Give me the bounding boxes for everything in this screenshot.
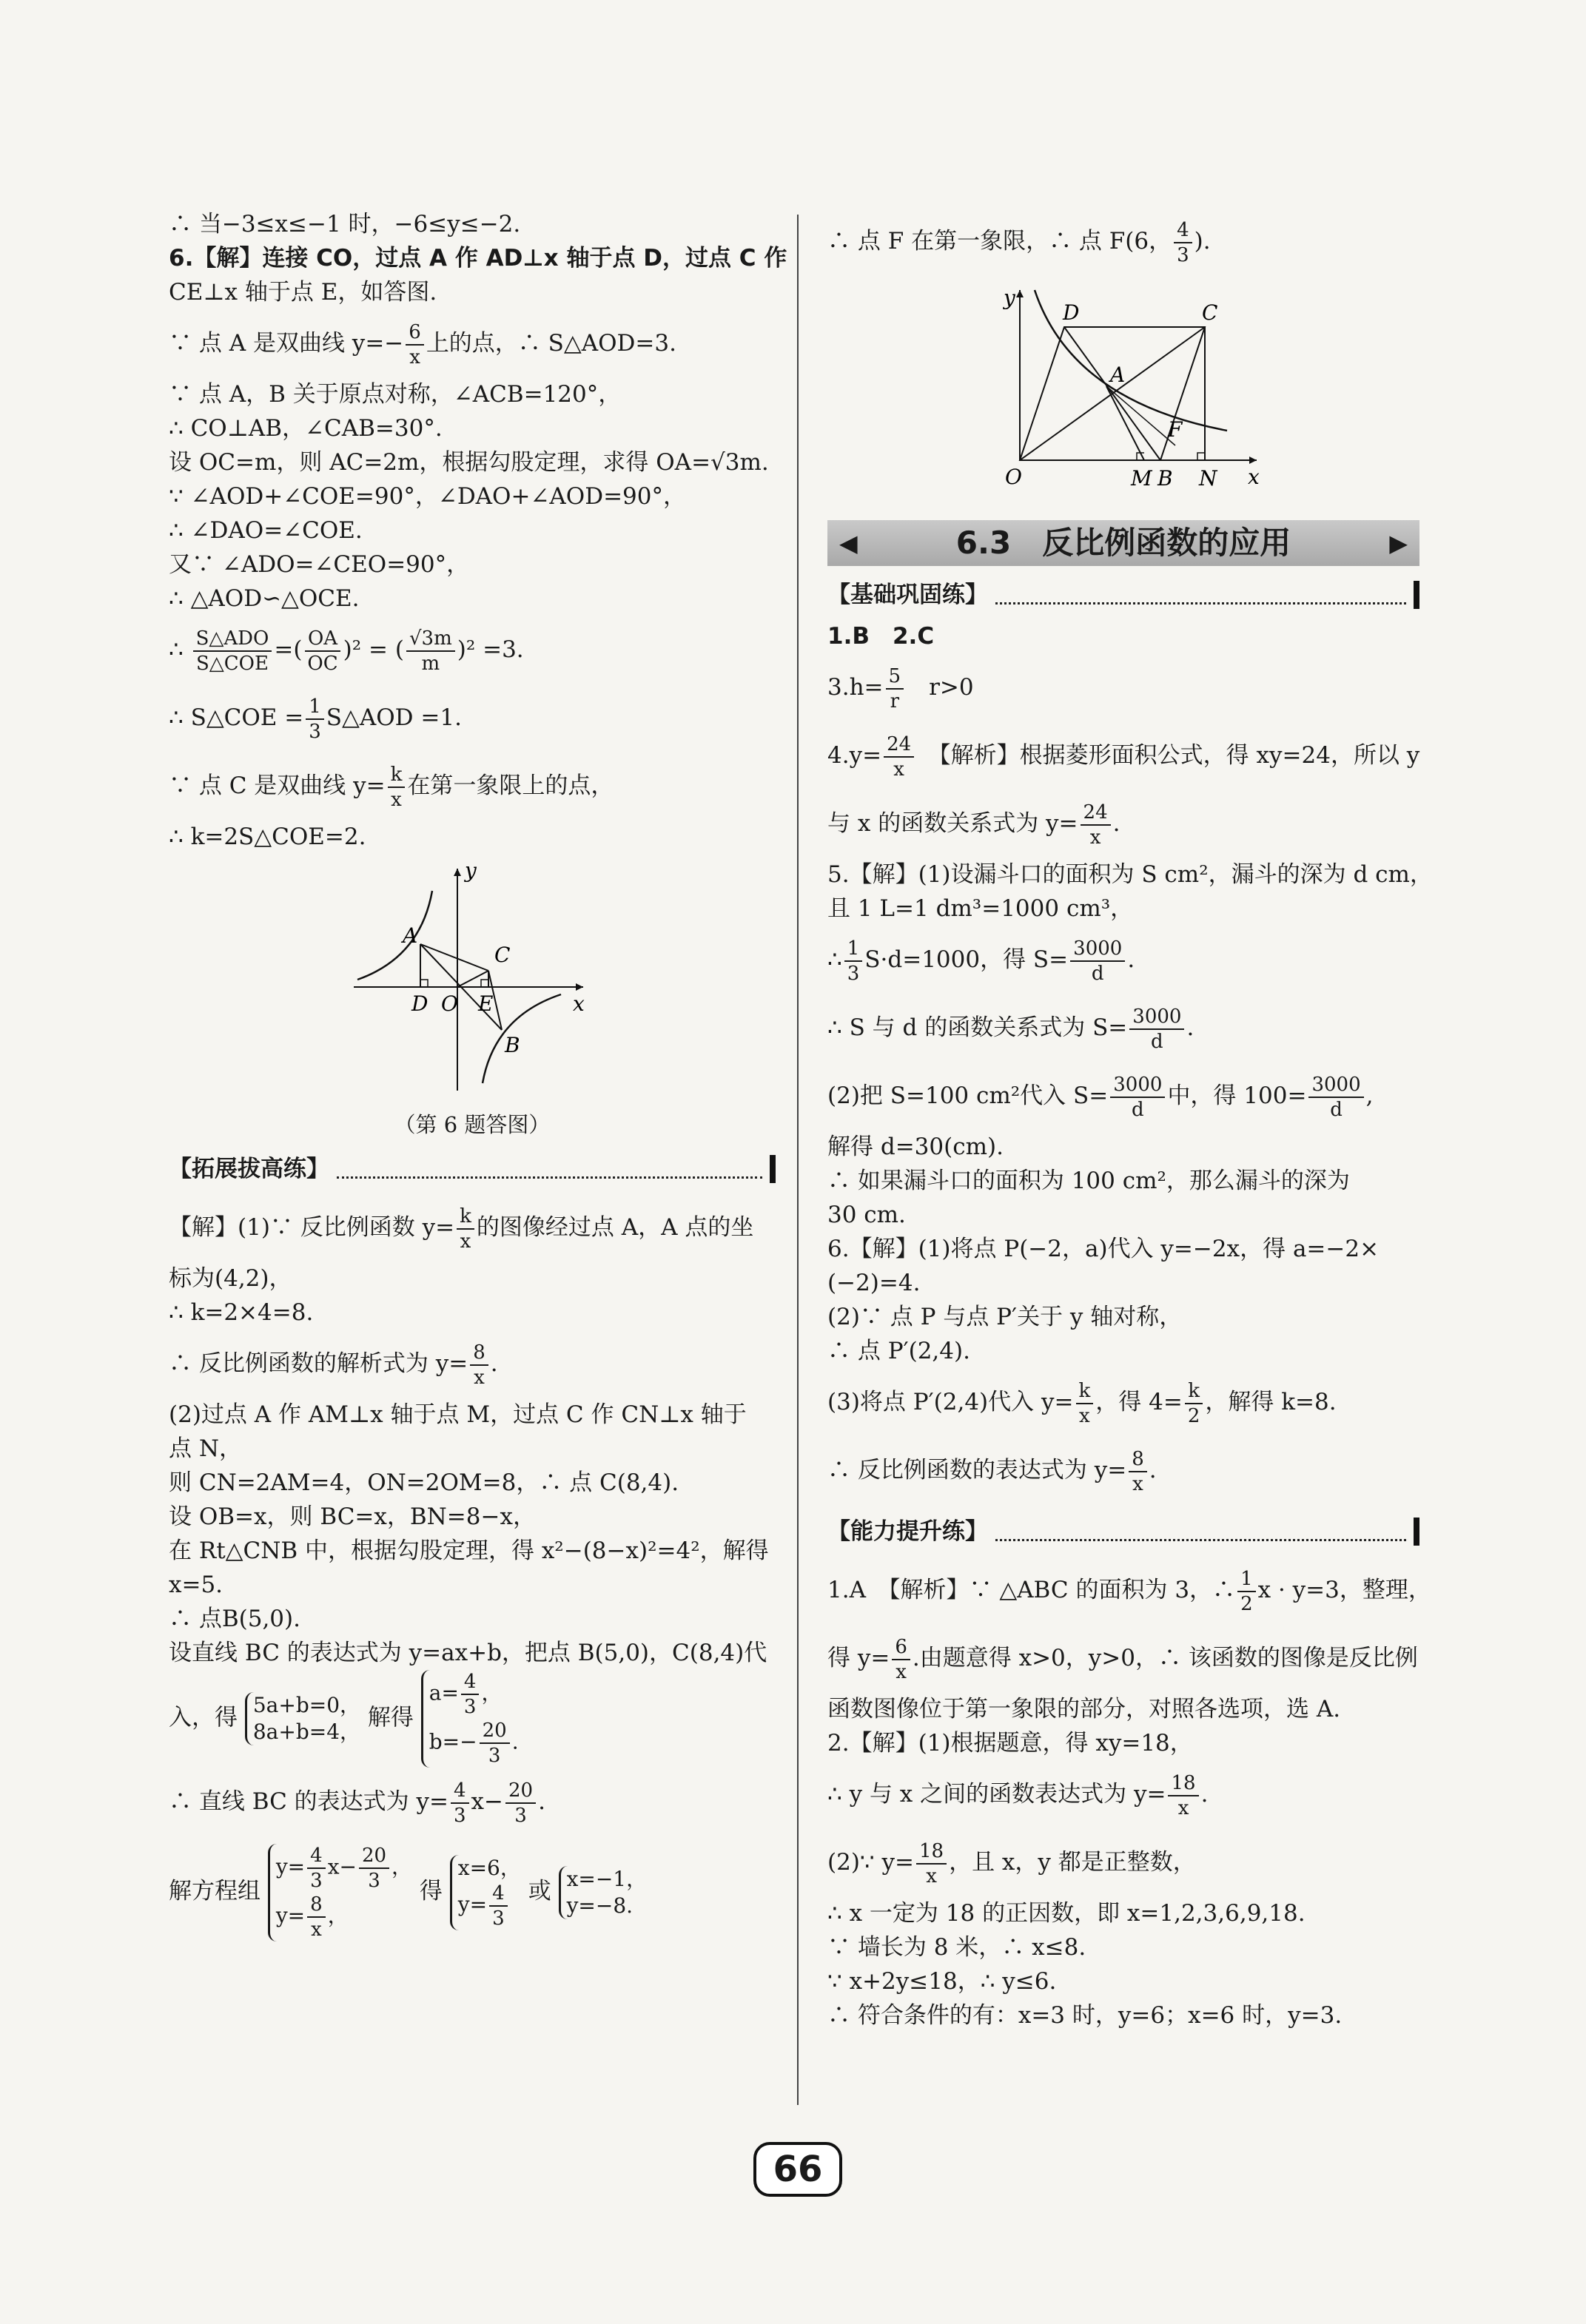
denominator: x	[1079, 1404, 1090, 1427]
fraction	[884, 732, 914, 781]
text-seg: 在第一象限上的点，	[407, 772, 614, 799]
text-line: 1.B 2.C	[827, 623, 935, 650]
text-line	[827, 789, 1419, 858]
text-seg: ∵ 点 A 是双曲线 y=−	[169, 330, 404, 357]
text-seg: )² = (	[343, 636, 404, 663]
section-end-bar	[1414, 581, 1419, 609]
denominator: x	[896, 1660, 907, 1683]
text-seg: 1.A 【解析】∵ △ABC 的面积为 3，∴	[827, 1577, 1236, 1603]
text-seg: x · y=3，整理，	[1257, 1577, 1431, 1603]
text-line	[169, 241, 787, 275]
text-seg: x−	[471, 1788, 503, 1815]
denominator: x	[391, 788, 402, 811]
numerator: k	[388, 763, 406, 788]
numerator: √3m	[406, 627, 455, 652]
parallelogram-diagram	[990, 275, 1271, 497]
text-line: 标为(4,2)，	[169, 1265, 292, 1292]
numerator: 18	[1168, 1771, 1198, 1796]
diagonal-db	[1064, 327, 1160, 460]
text-line: CE⊥x 轴于点 E，如答图.	[169, 279, 437, 306]
text-seg: .	[1200, 1781, 1209, 1808]
fraction	[1076, 1379, 1094, 1428]
text-line: ∴ 如果漏斗口的面积为 100 cm²，那么漏斗的深为	[827, 1168, 1350, 1194]
text-seg: .	[490, 1350, 498, 1377]
fraction	[1237, 1567, 1256, 1616]
text-line: 又∵ ∠ADO=∠CEO=90°，	[169, 551, 470, 578]
text-seg: (3)将点 P′(2,4)代入 y=	[827, 1389, 1074, 1415]
page-number: 66	[753, 2142, 842, 2197]
text-seg: 得	[419, 1878, 443, 1904]
label-a: A	[403, 923, 418, 948]
numerator: S△ADO	[193, 627, 272, 652]
label-m: M	[1131, 466, 1152, 491]
text-line: ∴ 当−3≤x≤−1 时，−6≤y≤−2.	[169, 211, 521, 238]
text-line: 函数图像位于第一象限的部分，对照各选项，选 A.	[827, 1696, 1341, 1722]
text-seg: ，	[327, 1903, 349, 1927]
text-seg: 与 x 的函数关系式为 y=	[827, 810, 1078, 837]
denominator: x	[926, 1865, 937, 1887]
numerator: 1	[1237, 1567, 1256, 1592]
text-seg: ,	[1365, 1082, 1374, 1109]
text-line: 5.【解】(1)设漏斗口的面积为 S cm²，漏斗的深为 d cm，	[827, 861, 1433, 888]
text-line: ∴ k=2S△COE=2.	[169, 823, 366, 850]
fraction	[406, 320, 424, 369]
text-seg: 3.h=	[827, 674, 884, 701]
fraction	[307, 1844, 326, 1893]
label-b: B	[1157, 466, 1173, 491]
text-seg: .	[538, 1788, 545, 1815]
denominator: 3	[492, 1907, 505, 1930]
text-seg: a=	[429, 1680, 459, 1705]
equation: y=−8.	[566, 1893, 634, 1918]
numerator: 4	[307, 1844, 326, 1869]
text-line: (−2)=4.	[827, 1270, 921, 1296]
fraction	[1081, 801, 1111, 849]
label-a: A	[1110, 363, 1126, 387]
fraction	[489, 1882, 508, 1930]
equation-system	[268, 1844, 412, 1941]
fraction	[886, 664, 904, 713]
fraction	[304, 627, 340, 676]
numerator: 3000	[1070, 937, 1125, 962]
denominator: m	[421, 652, 440, 675]
text-line	[827, 1760, 1419, 1828]
equation	[458, 1882, 521, 1930]
numerator: 8	[307, 1893, 326, 1918]
text-line: ∴ 符合条件的有：x=3 时，y=6；x=6 时，y=3.	[827, 2002, 1343, 2029]
equation	[276, 1844, 412, 1893]
text-line: (2)∵ 点 P 与点 P′关于 y 轴对称，	[827, 1304, 1183, 1330]
numerator: 8	[470, 1341, 488, 1366]
denominator: d	[1330, 1098, 1343, 1121]
equation: x=6，	[457, 1855, 521, 1880]
text-line: ∴ △AOD∽△OCE.	[169, 585, 360, 612]
denominator: x	[1089, 826, 1101, 849]
text-line	[827, 653, 1419, 721]
hyperbola-diagram	[346, 854, 598, 1098]
text-seg: .	[1186, 1014, 1194, 1041]
text-seg: x−	[327, 1854, 357, 1879]
text-line	[169, 616, 776, 684]
text-line: 设 OC=m，则 AC=2m，根据勾股定理，求得 OA=√3m.	[169, 449, 769, 476]
text-line: 设直线 BC 的表达式为 y=ax+b，把点 B(5,0)，C(8,4)代	[169, 1640, 767, 1666]
text-seg: .	[1112, 810, 1120, 837]
text-seg: ∴ y 与 x 之间的函数表达式为 y=	[827, 1781, 1166, 1808]
equation: 8a+b=4，	[252, 1720, 361, 1744]
segment-am	[1106, 386, 1144, 460]
denominator: d	[1132, 1098, 1144, 1121]
denominator: 2	[1240, 1592, 1253, 1615]
text-line	[827, 994, 1419, 1062]
text-line: ∵ x+2y≤18，∴ y≤6.	[827, 1968, 1057, 1995]
text-line	[169, 1670, 776, 1768]
text-line	[827, 1436, 1419, 1504]
section-header-tuozhan	[169, 1152, 776, 1186]
text-line: x=5.	[169, 1572, 224, 1598]
text-seg: 或	[528, 1878, 551, 1904]
text-seg: 的图像经过点 A，A 点的坐	[476, 1214, 754, 1241]
text-seg: ，得 4=	[1095, 1389, 1183, 1415]
label-f: F	[1168, 417, 1183, 442]
denominator: r	[890, 690, 900, 713]
fraction	[193, 627, 272, 676]
dotted-leader	[337, 1160, 762, 1179]
x-axis-arrow	[1249, 457, 1257, 464]
text-line: 且 1 L=1 dm³=1000 cm³，	[827, 895, 1134, 922]
numerator: 1	[844, 937, 863, 962]
label-y: y	[465, 858, 477, 883]
y-axis-arrow	[454, 869, 461, 876]
text-seg: ∵ 点 C 是双曲线 y=	[169, 772, 386, 799]
text-seg: ∴ S 与 d 的函数关系式为 S=	[827, 1014, 1128, 1041]
label-c: C	[1202, 300, 1218, 325]
text-seg: ，且 x，y 都是正整数，	[949, 1849, 1196, 1876]
denominator: x	[1132, 1472, 1143, 1495]
text-seg: (2)把 S=100 cm²代入 S=	[827, 1082, 1109, 1109]
y-axis-arrow	[1016, 290, 1024, 297]
text-line: ∵ 点 A，B 关于原点对称，∠ACB=120°，	[169, 381, 622, 408]
denominator: x	[409, 346, 420, 368]
dotted-leader	[995, 586, 1406, 604]
numerator: OA	[305, 627, 340, 652]
right-triangle-icon: ▶	[1389, 529, 1408, 557]
numerator: 1	[306, 695, 324, 720]
text-seg: ∴ S△COE =	[169, 704, 304, 731]
column-divider	[797, 215, 799, 2105]
text-line: ∵ ∠AOD+∠COE=90°，∠DAO+∠AOD=90°，	[169, 483, 686, 510]
figure-q6	[169, 854, 776, 1142]
numerator: 6	[406, 320, 424, 346]
text-seg: S·d=1000，得 S=	[864, 946, 1069, 973]
fraction	[480, 1719, 510, 1768]
numerator: 20	[359, 1844, 389, 1869]
segment-co	[457, 971, 488, 987]
text-line: 解得 d=30(cm).	[827, 1134, 1004, 1160]
text-seg: y=	[275, 1903, 306, 1927]
fraction	[844, 937, 863, 986]
section-title: 【基础巩固练】	[827, 582, 988, 608]
text-line: ∴ x 一定为 18 的正因数，即 x=1,2,3,6,9,18.	[827, 1900, 1306, 1927]
denominator: x	[893, 758, 904, 781]
label-e: E	[478, 991, 494, 1016]
text-seg: y=	[275, 1854, 306, 1879]
denominator: x	[311, 1918, 322, 1941]
numerator: 3000	[1308, 1073, 1363, 1098]
q6-label: 6.【解】连接 CO，过点 A 作 AD⊥x 轴于点 D，过点 C 作	[169, 245, 787, 272]
text-line: 设 OB=x，则 BC=x，BN=8−x，	[169, 1503, 536, 1530]
fraction	[892, 1635, 910, 1684]
text-line	[827, 1624, 1419, 1692]
text-line: 6.【解】(1)将点 P(−2，a)代入 y=−2x，得 a=−2×	[827, 1236, 1380, 1262]
hyperbola-branch-right	[483, 994, 561, 1083]
denominator: 3	[514, 1804, 527, 1827]
text-line	[169, 1836, 776, 1947]
section-title: 反比例函数的应用	[1042, 525, 1291, 561]
text-line	[169, 1193, 776, 1262]
numerator: k	[1076, 1379, 1094, 1404]
right-column	[827, 207, 1433, 2032]
text-seg: ，解得 k=8.	[1205, 1389, 1337, 1415]
fraction	[505, 1779, 536, 1828]
text-seg: .	[511, 1729, 519, 1754]
section-end-bar	[770, 1155, 776, 1183]
right-angle-d	[420, 980, 428, 987]
text-seg: ).	[1194, 228, 1211, 255]
fraction	[1129, 1005, 1184, 1054]
solution-system	[450, 1855, 521, 1930]
denominator: 3	[847, 962, 860, 985]
numerator: 8	[1129, 1447, 1147, 1472]
text-seg: y=	[457, 1892, 488, 1916]
denominator: 3	[463, 1696, 477, 1718]
text-seg: .	[1127, 946, 1135, 973]
text-line: 点 N，	[169, 1435, 242, 1462]
fraction	[1110, 1073, 1165, 1122]
text-line: ∴ k=2×4=8.	[169, 1299, 314, 1326]
numerator: k	[1185, 1379, 1203, 1404]
text-line	[169, 684, 776, 752]
section-banner	[827, 520, 1419, 566]
label-y: y	[1004, 286, 1015, 310]
text-seg: S△AOD =1.	[326, 704, 462, 731]
fraction	[461, 1670, 480, 1719]
fraction	[1308, 1073, 1363, 1122]
text-seg: 中，得 100=	[1167, 1082, 1307, 1109]
label-x: x	[573, 991, 585, 1016]
text-seg: 上的点，∴ S△AOD=3.	[426, 330, 676, 357]
denominator: d	[1091, 962, 1104, 985]
solution-system	[421, 1670, 519, 1768]
text-seg: ∴ 反比例函数的表达式为 y=	[827, 1457, 1127, 1483]
equation	[429, 1719, 519, 1768]
text-seg: ∴ 点 F 在第一象限，∴ 点 F(6，	[827, 228, 1172, 255]
numerator: 24	[884, 732, 914, 758]
section-header-jichu	[827, 578, 1419, 612]
fraction	[1070, 937, 1125, 986]
figure-parallelogram	[827, 275, 1419, 507]
text-seg: ∴ 反比例函数的解析式为 y=	[169, 1350, 468, 1377]
numerator: 3000	[1110, 1073, 1165, 1098]
denominator: 3	[453, 1804, 466, 1827]
text-seg: 入，得	[169, 1704, 238, 1731]
numerator: 24	[1081, 801, 1111, 826]
text-line: ∴ ∠DAO=∠COE.	[169, 517, 363, 544]
label-o: O	[1005, 465, 1022, 489]
fraction	[451, 1779, 469, 1828]
denominator: 3	[310, 1869, 323, 1892]
fraction	[457, 1205, 474, 1253]
denominator: 3	[368, 1869, 380, 1892]
section-end-bar	[1414, 1518, 1419, 1546]
equation	[429, 1670, 519, 1719]
numerator: 5	[886, 664, 904, 690]
text-seg: 4.y=	[827, 742, 882, 769]
numerator: 20	[480, 1719, 510, 1744]
text-line: ∴ 点 P′(2,4).	[827, 1338, 970, 1364]
denominator: 2	[1187, 1404, 1200, 1427]
equation: x=−1，	[566, 1866, 648, 1891]
fraction	[470, 1341, 488, 1390]
text-line: 在 Rt△CNB 中，根据勾股定理，得 x²−(8−x)²=4²，解得	[169, 1537, 769, 1564]
solution-system	[559, 1866, 648, 1919]
numerator: 18	[916, 1839, 947, 1865]
denominator: 3	[488, 1745, 501, 1767]
fraction	[916, 1839, 947, 1888]
numerator: 4	[451, 1779, 469, 1804]
text-seg: ∴	[827, 946, 842, 973]
numerator: k	[457, 1205, 474, 1230]
text-seg: .	[1149, 1457, 1157, 1483]
label-d: D	[411, 991, 429, 1016]
left-triangle-icon: ◀	[839, 529, 858, 557]
section-number: 6.3	[955, 525, 1012, 561]
fraction	[388, 763, 406, 812]
text-line	[827, 926, 1419, 994]
fraction	[307, 1893, 326, 1941]
denominator: OC	[307, 652, 338, 675]
fraction	[359, 1844, 389, 1893]
fraction	[1185, 1379, 1203, 1428]
section-title: 【拓展拔高练】	[169, 1156, 329, 1182]
numerator: 6	[892, 1635, 910, 1660]
equation-system	[245, 1692, 360, 1745]
label-o: O	[441, 991, 458, 1016]
right-angle-n	[1197, 453, 1205, 460]
segment-af	[1106, 386, 1175, 445]
text-line	[169, 309, 776, 377]
text-seg: =(	[274, 636, 303, 663]
text-seg: ，	[481, 1680, 503, 1705]
denominator: 3	[1177, 243, 1189, 266]
denominator: x	[1177, 1796, 1189, 1819]
section-title: 【能力提升练】	[827, 1518, 988, 1545]
denominator: x	[474, 1366, 485, 1389]
text-line	[827, 1828, 1419, 1896]
dotted-leader	[995, 1523, 1406, 1541]
text-seg: 【解】(1)∵ 反比例函数 y=	[169, 1214, 455, 1241]
text-line	[169, 1330, 776, 1398]
text-seg: .由题意得 x>0，y>0，∴ 该函数的图像是反比例	[912, 1645, 1418, 1671]
text-line: ∵ 墙长为 8 米，∴ x≤8.	[827, 1934, 1086, 1961]
text-line	[827, 1368, 1419, 1436]
text-seg: 得 y=	[827, 1645, 890, 1671]
text-line: (2)过点 A 作 AM⊥x 轴于点 M，过点 C 作 CN⊥x 轴于	[169, 1401, 747, 1428]
text-line	[827, 1062, 1419, 1130]
text-seg: r>0	[906, 674, 974, 701]
fraction	[1168, 1771, 1198, 1820]
label-b: B	[505, 1033, 520, 1057]
left-column	[169, 207, 787, 1947]
numerator: 4	[1174, 218, 1192, 243]
fraction	[1129, 1447, 1147, 1496]
fraction	[1174, 218, 1192, 267]
text-line: 则 CN=2AM=4，ON=2OM=8，∴ 点 C(8,4).	[169, 1469, 679, 1496]
right-angle-e	[481, 980, 488, 987]
text-line	[169, 1768, 776, 1836]
text-seg: (2)∵ y=	[827, 1849, 914, 1876]
denominator: 3	[309, 720, 321, 743]
figure-caption: （第 6 题答图）	[394, 1112, 551, 1137]
label-d: D	[1063, 300, 1080, 325]
text-seg: ，	[392, 1854, 413, 1879]
numerator: 20	[505, 1779, 536, 1804]
text-line	[169, 752, 776, 820]
denominator: S△COE	[195, 652, 269, 675]
text-line: 2.【解】(1)根据题意，得 xy=18，	[827, 1730, 1193, 1757]
text-line	[827, 207, 1419, 275]
fraction	[306, 695, 324, 744]
label-n: N	[1199, 466, 1217, 491]
text-seg: ∴	[169, 636, 184, 663]
equation: 5a+b=0，	[252, 1693, 361, 1717]
text-seg: 解得	[367, 1704, 414, 1731]
label-c: C	[494, 943, 511, 967]
text-line: ∴ 点B(5,0).	[169, 1606, 300, 1632]
denominator: d	[1151, 1030, 1163, 1053]
label-x: x	[1248, 465, 1260, 489]
numerator: 4	[489, 1882, 508, 1907]
text-line	[827, 1556, 1431, 1624]
numerator: 3000	[1129, 1005, 1184, 1030]
text-seg: b=−	[429, 1729, 477, 1754]
text-line	[827, 721, 1419, 789]
denominator: x	[460, 1230, 471, 1253]
text-seg: ∴ 直线 BC 的表达式为 y=	[169, 1788, 448, 1815]
text-line: ∴ CO⊥AB，∠CAB=30°.	[169, 415, 443, 442]
x-axis-arrow	[576, 983, 583, 991]
text-seg: 解方程组	[169, 1878, 261, 1904]
segment-ac	[420, 944, 488, 971]
equation	[276, 1893, 412, 1941]
banner-heading	[956, 526, 1291, 560]
numerator: 4	[461, 1670, 480, 1695]
text-seg: 【解析】根据菱形面积公式，得 xy=24，所以 y	[916, 742, 1420, 769]
text-line: 30 cm.	[827, 1202, 906, 1228]
section-header-nengli	[827, 1515, 1419, 1549]
fraction	[406, 627, 455, 676]
text-seg: )² =3.	[457, 636, 524, 663]
